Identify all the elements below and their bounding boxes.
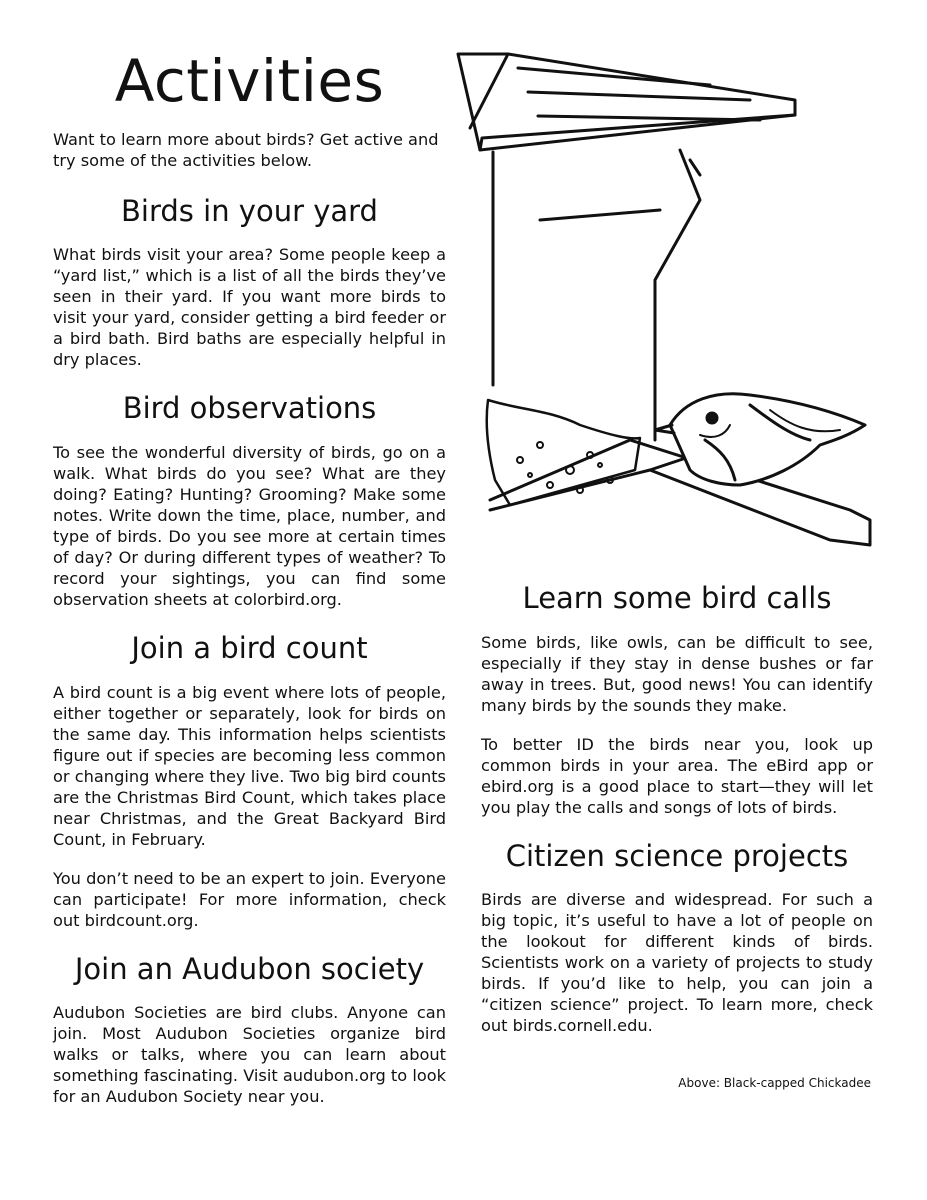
section-heading: Join an Audubon society	[74, 951, 425, 986]
intro-text: Want to learn more about birds? Get active and try some of the activities below.	[53, 129, 439, 170]
section-join-an-audubon-society	[53, 951, 446, 1108]
section-paragraph: Audubon Societies are bird clubs. Anyone can join. Most Audubon Societies organize bird walks or talks, where you can learn about something fascinating. Visit audubon.org to look for an Audubon Society near you.	[53, 1003, 446, 1107]
section-join-a-bird-count	[53, 630, 446, 931]
section-paragraph: Birds are diverse and widespread. For such a big topic, it’s useful to have a lot of people on the lookout for different kinds of birds. Scientists work on a variety of projects to study birds. If you’d like to help, you can join a “citizen science” project. To learn more, check out birds.cornell.edu.	[481, 890, 873, 1036]
chickadee-bird	[670, 394, 865, 485]
section-paragraph: You don’t need to be an expert to join. Everyone can participate! For more information, check out birdcount.org.	[53, 868, 446, 930]
chickadee-feeder-illustration	[450, 40, 900, 560]
image-caption: Above: Black-capped Chickadee	[678, 1076, 871, 1090]
section-heading: Join a bird count	[131, 631, 368, 666]
seed-pile	[487, 400, 640, 505]
section-paragraph: To better ID the birds near you, look up common birds in your area. The eBird app or ebird.org is a good place to start—they will let you play the calls and songs of lots of birds.	[481, 734, 873, 817]
section-birds-in-your-yard	[53, 193, 446, 371]
section-heading: Bird observations	[122, 391, 377, 426]
page-title: Activities	[114, 47, 385, 115]
left-column	[53, 48, 446, 1127]
section-heading: Citizen science projects	[505, 838, 849, 873]
section-heading: Learn some bird calls	[522, 581, 832, 615]
section-bird-observations	[53, 390, 446, 610]
section-paragraph: A bird count is a big event where lots of people, either together or separately, look for birds on the same day. This information helps scientists figure out if species are becoming less common or changing where they live. Two big bird counts are the Christmas Bird Count, which takes place near Christmas, and the Great Backyard Bird Count, in February.	[53, 682, 446, 849]
feeder-tray	[490, 440, 870, 545]
right-column	[481, 580, 873, 1056]
section-paragraph: Some birds, like owls, can be difficult to see, especially if they stay in dense bushes or far away in trees. But, good news! You can identify many birds by the sounds they make.	[481, 632, 873, 715]
section-heading: Birds in your yard	[121, 193, 378, 228]
section-paragraph: What birds visit your area? Some people keep a “yard list,” which is a list of all the birds they’ve seen in their yard. If you want more birds to visit your yard, consider getting a bird feeder or a bird bath. Bird baths are especially helpful in dry places.	[53, 245, 446, 370]
section-citizen-science-projects	[481, 838, 873, 1037]
section-learn-some-bird-calls	[481, 580, 873, 818]
section-paragraph: To see the wonderful diversity of birds, go on a walk. What birds do you see? What are they doing? Eating? Hunting? Grooming? Make some notes. Write down the time, place, number, and type of birds. Do you see more at certain times of day? Or during different types of weather? To record your sightings, you can find some observation sheets at colorbird.org.	[53, 443, 446, 610]
